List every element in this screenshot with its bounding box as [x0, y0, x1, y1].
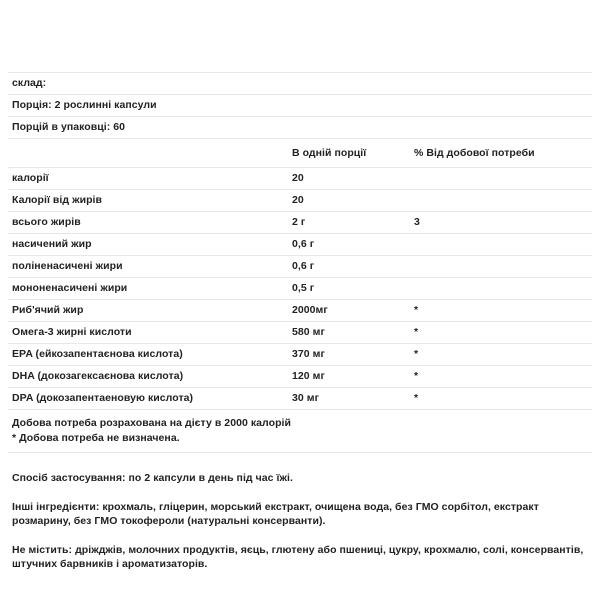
table-row-composition: [8, 73, 592, 95]
nutrient-amount: 580 мг: [290, 322, 412, 344]
nutrient-amount: 30 мг: [290, 388, 412, 410]
nutrient-name: Риб'ячий жир: [8, 300, 290, 322]
nutrient-amount: 2 г: [290, 212, 412, 234]
nutrient-daily-value: *: [412, 388, 592, 410]
table-header-row: [8, 139, 592, 168]
table-row: [8, 256, 592, 278]
other-ingredients-text: Інші інгредієнти: крохмаль, гліцерин, морський екстракт, очищена вода, без ГМО сорбітол, екстракт розмарину, без ГМО токофероли (натуральні консерванти).: [12, 500, 539, 527]
nutrient-name: мононенасичені жири: [8, 278, 290, 300]
notes-gap: [12, 453, 588, 471]
table-row: [8, 366, 592, 388]
nutrient-daily-value: [412, 168, 592, 190]
nutrient-amount: 20: [290, 190, 412, 212]
nutrient-daily-value: [412, 190, 592, 212]
column-header-daily-value: % Від добової потреби: [412, 139, 592, 168]
nutrient-daily-value: [412, 278, 592, 300]
table-row: [8, 388, 592, 410]
nutrient-amount: 0,6 г: [290, 256, 412, 278]
table-row-servings-per-container: [8, 117, 592, 139]
footnote-daily-value-basis: Добова потреба розрахована на дієту в 2000 калорій: [12, 417, 292, 429]
footnote-cell: [8, 410, 592, 453]
table-row: [8, 322, 592, 344]
nutrient-name: Омега-3 жирні кислоти: [8, 322, 290, 344]
nutrient-amount: 20: [290, 168, 412, 190]
table-row: [8, 190, 592, 212]
table-row-serving-size: [8, 95, 592, 117]
supplement-facts-table: [8, 72, 592, 453]
nutrient-daily-value: [412, 256, 592, 278]
footnote-daily-value-not-established: * Добова потреба не визначена.: [12, 431, 180, 444]
table-row: [8, 212, 592, 234]
nutrient-daily-value: *: [412, 300, 592, 322]
directions-text: Спосіб застосування: по 2 капсули в день під час їжі.: [12, 472, 293, 484]
table-row: [8, 278, 592, 300]
nutrient-name: Калорії від жирів: [8, 190, 290, 212]
servings-per-container-label: Порцій в упаковці: 60: [8, 117, 592, 139]
free-from-text: Не містить: дріжджів, молочних продуктів, яєць, глютену або пшениці, цукру, крохмалю, солі, консервантів, штучних барвників і ароматизаторів.: [12, 543, 584, 570]
nutrient-name: насичений жир: [8, 234, 290, 256]
nutrient-amount: 120 мг: [290, 366, 412, 388]
nutrient-daily-value: 3: [412, 212, 592, 234]
serving-size-label: Порція: 2 рослинні капсули: [8, 95, 592, 117]
composition-label: склад:: [8, 73, 592, 95]
nutrient-daily-value: *: [412, 322, 592, 344]
notes-gap: [12, 486, 588, 500]
nutrient-name: поліненасичені жири: [8, 256, 290, 278]
nutrient-amount: 0,6 г: [290, 234, 412, 256]
nutrient-daily-value: [412, 234, 592, 256]
table-row: [8, 300, 592, 322]
table-body: [8, 73, 592, 453]
table-row: [8, 344, 592, 366]
notes-gap: [12, 529, 588, 543]
top-spacer: [8, 0, 592, 72]
nutrient-amount: 370 мг: [290, 344, 412, 366]
nutrient-name: DPA (докозапентаеновую кислота): [8, 388, 290, 410]
column-header-name: [8, 139, 290, 168]
nutrient-daily-value: *: [412, 344, 592, 366]
table-row: [8, 234, 592, 256]
table-row: [8, 168, 592, 190]
nutrient-name: DHA (докозагексаєнова кислота): [8, 366, 290, 388]
nutrient-name: калорії: [8, 168, 290, 190]
nutrient-daily-value: *: [412, 366, 592, 388]
nutrient-name: всього жирів: [8, 212, 290, 234]
table-footnote-row: [8, 410, 592, 453]
column-header-amount-per-serving: В одній порції: [290, 139, 412, 168]
notes-section: [8, 453, 592, 572]
nutrient-name: EPA (ейкозапентаєнова кислота): [8, 344, 290, 366]
nutrient-amount: 2000мг: [290, 300, 412, 322]
nutrient-amount: 0,5 г: [290, 278, 412, 300]
